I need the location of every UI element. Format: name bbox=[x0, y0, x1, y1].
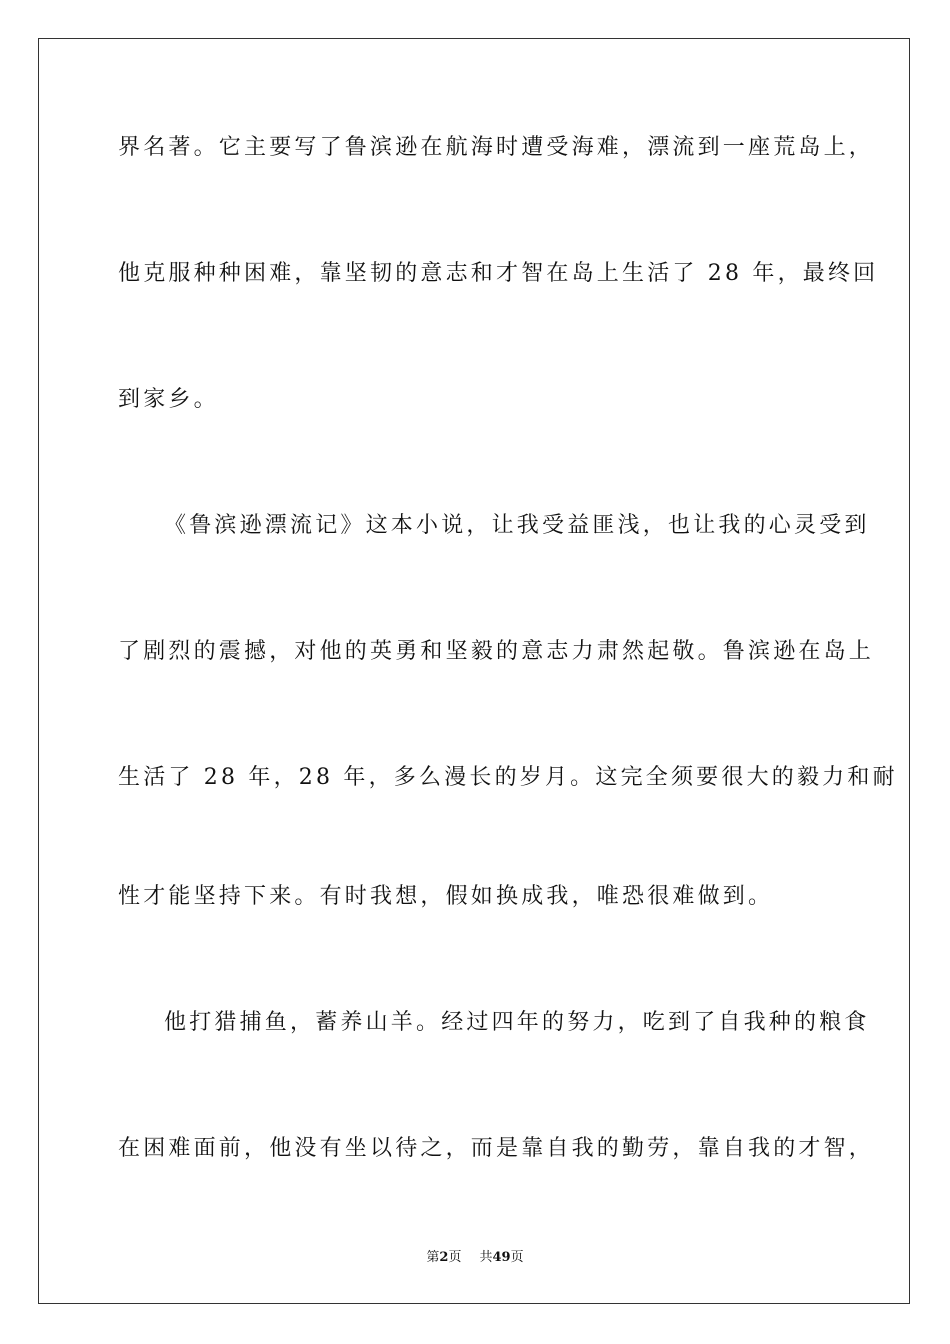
total-prefix: 共 bbox=[479, 1250, 493, 1265]
text-line-6: 生活了 28 年，28 年，多么漫长的岁月。这完全须要很大的毅力和耐 bbox=[118, 765, 898, 790]
page-suffix: 页 bbox=[448, 1250, 462, 1265]
text-line-8: 他打猎捕鱼，蓄养山羊。经过四年的努力，吃到了自我种的粮食 bbox=[164, 1010, 870, 1035]
page-number: 2 bbox=[439, 1250, 449, 1265]
text-line-4: 《鲁滨逊漂流记》这本小说，让我受益匪浅，也让我的心灵受到 bbox=[164, 513, 870, 538]
text-line-1: 界名著。它主要写了鲁滨逊在航海时遭受海难，漂流到一座荒岛上， bbox=[118, 135, 875, 160]
total-pages: 49 bbox=[492, 1250, 511, 1265]
text-line-5: 了剧烈的震撼，对他的英勇和坚毅的意志力肃然起敬。鲁滨逊在岛上 bbox=[118, 639, 875, 664]
text-line-3: 到家乡。 bbox=[118, 387, 219, 412]
page-footer bbox=[0, 1246, 950, 1265]
text-line-9: 在困难面前，他没有坐以待之，而是靠自我的勤劳，靠自我的才智， bbox=[118, 1136, 875, 1161]
text-line-2: 他克服种种困难，靠坚韧的意志和才智在岛上生活了 28 年，最终回 bbox=[118, 261, 879, 286]
total-suffix: 页 bbox=[510, 1250, 524, 1265]
page-border bbox=[38, 38, 910, 1304]
text-line-7: 性才能坚持下来。有时我想，假如换成我，唯恐很难做到。 bbox=[118, 884, 774, 909]
page-prefix: 第 bbox=[426, 1250, 440, 1265]
